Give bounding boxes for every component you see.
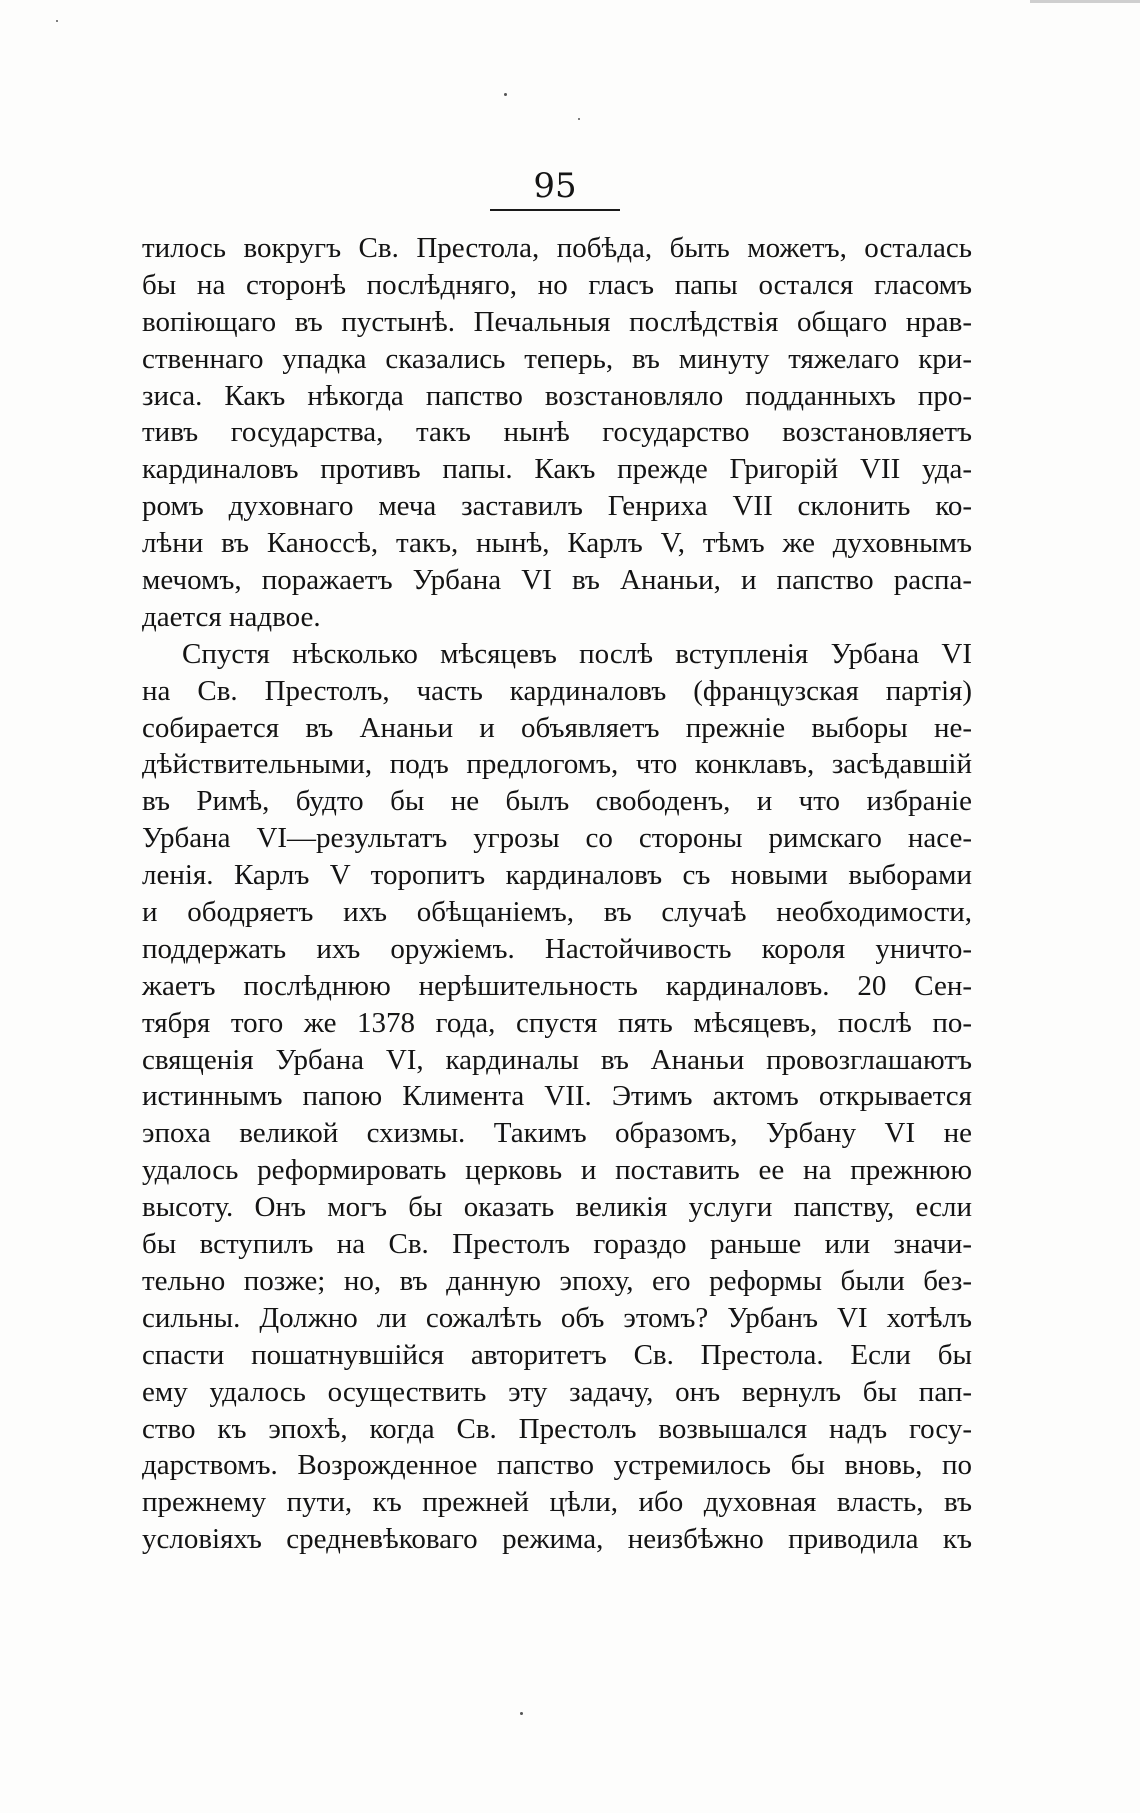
text-line: священія Урбана VI, кардиналы въ Ананьи провозглашаютъ [142,1043,972,1076]
text-line: на Св. Престолъ, часть кардиналовъ (французская партія) [142,674,972,707]
text-line: тельно позже; но, въ данную эпоху, его реформы были без- [142,1264,972,1297]
scan-speck [520,1712,523,1715]
paragraph [142,636,972,1558]
text-line: ему удалось осуществить эту задачу, онъ вернулъ бы пап- [142,1375,972,1408]
scan-speck [578,118,580,120]
text-line: ственнаго упадка сказались теперь, въ минуту тяжелаго кри- [142,342,972,375]
text-line: собирается въ Ананьи и объявляетъ прежніе выборы не- [142,711,972,744]
text-line: зиса. Какъ нѣкогда папство возстановляло подданныхъ про- [142,379,972,412]
text-line: прежнему пути, къ прежней цѣли, ибо духовная власть, въ [142,1486,972,1519]
text-line: кардиналовъ противъ папы. Какъ прежде Григорій VII уда- [142,453,972,486]
text-line: дарствомъ. Возрожденное папство устремилось бы вновь, по [142,1449,972,1482]
scan-speck [504,93,507,96]
scan-edge-mark [1030,0,1140,3]
paragraph [142,230,972,636]
text-line: ромъ духовнаго меча заставилъ Генриха VII склонить ко- [142,490,972,523]
text-line: тября того же 1378 года, спустя пять мѣсяцевъ, послѣ по- [142,1006,972,1039]
text-line: мечомъ, поражаетъ Урбана VI въ Ананьи, и папство распа- [142,564,972,597]
text-line: дается надвое. [142,600,321,633]
text-line: Спустя нѣсколько мѣсяцевъ послѣ вступленія Урбана VI [182,637,972,670]
body-text [142,230,972,1558]
text-line: лѣни въ Каноссѣ, такъ, нынѣ, Карлъ V, тѣмъ же духовнымъ [142,527,972,560]
text-line: высоту. Онъ могъ бы оказать великія услуги папству, если [142,1191,972,1224]
text-line: бы вступилъ на Св. Престолъ гораздо раньше или значи- [142,1228,972,1261]
text-line: условіяхъ средневѣковаго режима, неизбѣжно приводила къ [142,1523,972,1556]
text-line: удалось реформировать церковь и поставить ее на прежнюю [142,1154,972,1187]
text-line: эпоха великой схизмы. Такимъ образомъ, Урбану VI не [142,1117,972,1150]
text-line: и ободряетъ ихъ обѣщаніемъ, въ случаѣ необходимости, [142,896,972,929]
text-line: жаетъ послѣднюю нерѣшительность кардиналовъ. 20 Сен- [142,969,972,1002]
text-line: тивъ государства, такъ нынѣ государство возстановляетъ [142,416,972,449]
text-line: ленія. Карлъ V торопитъ кардиналовъ съ новыми выборами [142,859,972,892]
text-line: тилось вокругъ Св. Престола, побѣда, быть можетъ, осталась [142,232,972,264]
text-line: Урбана VI—результатъ угрозы со стороны римскаго насе- [142,822,972,855]
page-number-rule [490,209,620,211]
scan-speck [56,20,58,22]
text-line: вопіющаго въ пустынѣ. Печальныя послѣдствія общаго нрав- [142,305,972,338]
text-line: спасти пошатнувшійся авторитетъ Св. Престола. Если бы [142,1338,972,1371]
page-number: 95 [533,166,577,206]
text-line: дѣйствительными, подъ предлогомъ, что конклавъ, засѣдавшій [142,748,972,781]
text-line: въ Римѣ, будто бы не былъ свободенъ, и что избраніе [142,785,972,818]
text-line: ство къ эпохѣ, когда Св. Престолъ возвышался надъ госу- [142,1412,972,1445]
text-line: поддержать ихъ оружіемъ. Настойчивость короля уничто- [142,932,972,965]
text-line: бы на сторонѣ послѣдняго, но гласъ папы остался гласомъ [142,268,972,301]
text-line: сильны. Должно ли сожалѣть объ этомъ? Урбанъ VI хотѣлъ [142,1301,972,1334]
text-line: истиннымъ папою Климента VII. Этимъ актомъ открывается [142,1080,972,1113]
